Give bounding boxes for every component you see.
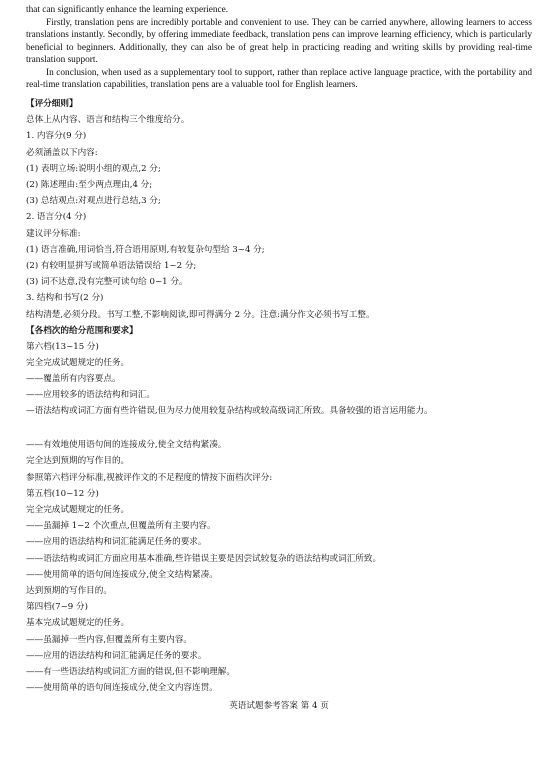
text-line: ——应用的语法结构和词汇能满足任务的要求。 [26,651,207,661]
text-line: ——使用简单的语句间连接成分,使全文内容连贯。 [26,683,218,693]
text-line: 2. 语言分(4 分) [26,212,87,222]
essay-line: that can significantly enhance the learning experience. [26,5,229,15]
essay-paragraph: In conclusion, when used as a supplementary tool to support, rather than replace active language practice, with the portability and real-time translation capabilities, translation pens are a valuable tool for English learners. [26,68,532,91]
text-line: 建议评分标准: [26,229,81,239]
text-line: (2) 陈述理由:至少两点理由,4 分; [26,180,153,190]
text-line: ——应用的语法结构和词汇能满足任务的要求。 [26,537,207,547]
text-line: ——语法结构或词汇方面应用基本准确,些许错误主要是因尝试较复杂的语法结构或词汇所致。 [26,554,382,564]
text-line: 第五档(10~12 分) [26,489,99,499]
text-line: 必须涵盖以下内容: [26,148,98,158]
text-line: 基本完成试题规定的任务。 [26,618,130,628]
text-line: ——使用简单的语句间连接成分,使全文结构紧凑。 [26,570,218,580]
text-line: ——虽漏掉一些内容,但覆盖所有主要内容。 [26,635,193,645]
text-line: ——有一些语法结构或词汇方面的错误,但不影响理解。 [26,667,235,677]
section-heading: 【评分细则】 [26,99,78,109]
text-line: 3. 结构和书写(2 分) [26,293,104,303]
text-line: (1) 语言准确,用词恰当,符合语用原则,有较复杂句型给 3~4 分; [26,245,265,255]
text-line: 完全完成试题规定的任务。 [26,505,130,515]
text-line: 1. 内容分(9 分) [26,131,87,141]
text-line: 第四档(7~9 分) [26,602,88,612]
section-heading: 【各档次的给分范围和要求】 [26,326,138,336]
text-line: ——覆盖所有内容要点。 [26,374,121,384]
text-line: (2) 有较明显拼写或简单语法错误给 1~2 分; [26,261,197,271]
text-line: 第六档(13~15 分) [26,342,99,352]
text-line: (3) 词不达意,没有完整可读句给 0~1 分。 [26,277,188,287]
text-line: 总体上从内容、语言和结构三个维度给分。 [26,115,190,125]
text-line: —语法结构或词汇方面有些许错误,但为尽力使用较复杂结构或较高级词汇所致。具备较强的语言运用能力。 [26,406,433,416]
text-line: (3) 总结观点:对观点进行总结,3 分; [26,196,161,206]
text-line: 达到预期的写作目的。 [26,586,112,596]
text-line: 完全完成试题规定的任务。 [26,358,130,368]
text-line: (1) 表明立场:说明小组的观点,2 分; [26,164,161,174]
text-line: ——有效地使用语句间的连接成分,使全文结构紧凑。 [26,440,227,450]
essay-paragraph: Firstly, translation pens are incredibly portable and convenient to use. They can be carried anywhere, allowing learners to access translations instantly. Secondly, by offering immediate feedback, translation pens can improve learning efficiency, which is particularly beneficial to beginners. Additionally, they can also be of great help in practicing reading and writing skills by providing real-time translation support. [26,18,532,66]
text-line: 完全达到预期的写作目的。 [26,456,130,466]
text-line: ——应用较多的语法结构和词汇。 [26,390,155,400]
text-line: ——虽漏掉 1~2 个次重点,但覆盖所有主要内容。 [26,521,216,531]
page-footer: 英语试题参考答案 第 4 页 [229,701,329,711]
text-line: 结构清楚,必须分段。书写工整,不影响阅读,即可得满分 2 分。注意:满分作文必须书写工整。 [26,310,375,320]
text-line: 参照第六档评分标准,视被评作文的不足程度的情按下面档次评分: [26,473,273,483]
